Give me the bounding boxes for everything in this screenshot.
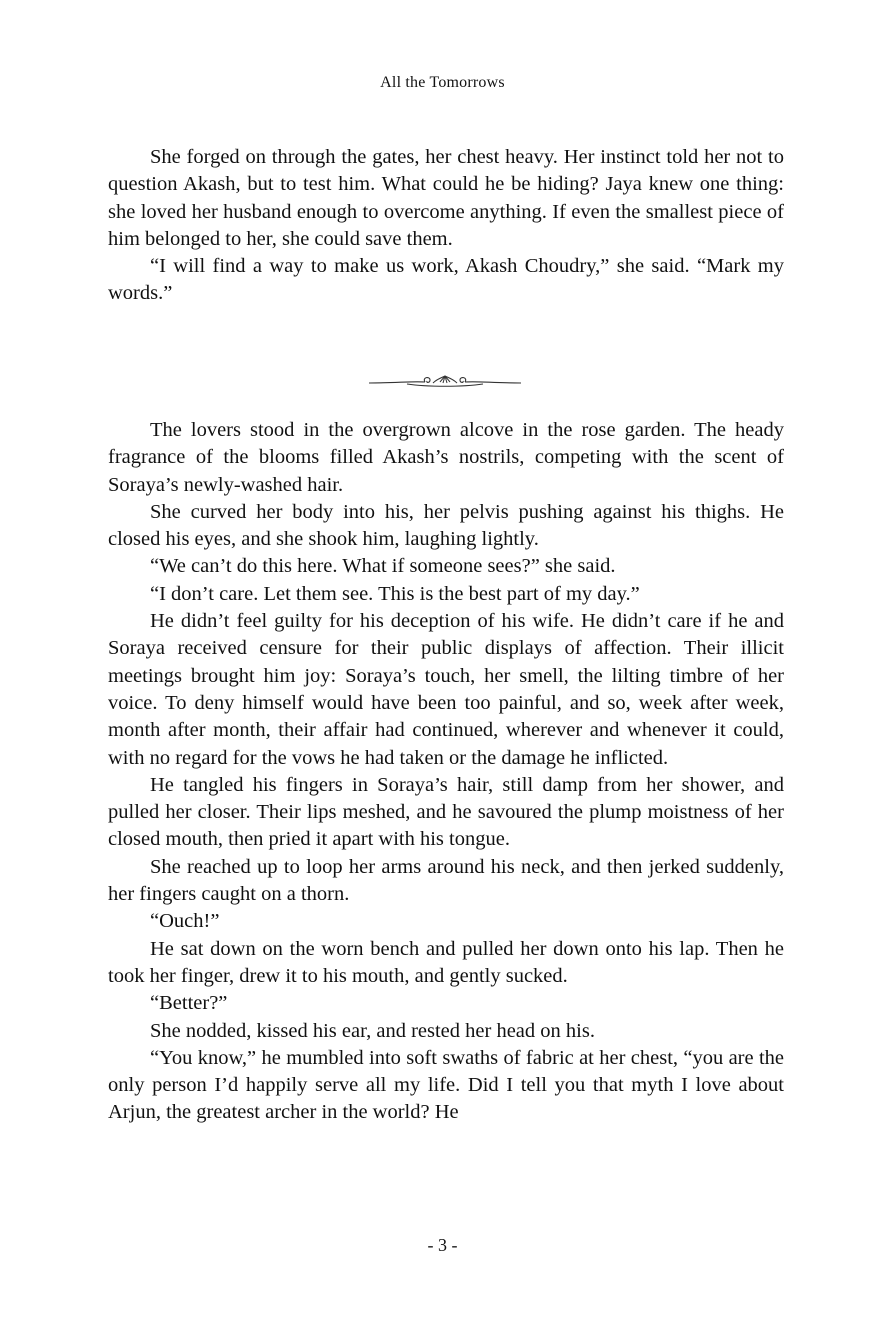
paragraph: “I will find a way to make us work, Akash Choudry,” she said. “Mark my words.” bbox=[108, 255, 784, 305]
running-header: All the Tomorrows bbox=[380, 74, 505, 91]
paragraph: He didn’t feel guilty for his deception of his wife. He didn’t care if he and Soraya received censure for their public displays of affection. Their illicit meetings brought him joy: Soraya’s touch, her smell, the lilting timbre of her voice. To deny himself would have been too painful, and so, week after week, month after month, their affair had continued, wherever and whenever it could, with no regard for the vows he had taken or the damage he inflicted. bbox=[108, 610, 784, 769]
paragraph: She curved her body into his, her pelvis pushing against his thighs. He closed his eyes, and she shook him, laughing lightly. bbox=[108, 500, 784, 551]
paragraph: The lovers stood in the overgrown alcove in the rose garden. The heady fragrance of the blooms filled Akash’s nostrils, competing with the scent of Soraya’s newly-washed hair. bbox=[108, 419, 784, 496]
paragraph: She reached up to loop her arms around his neck, and then jerked suddenly, her fingers caught on a thorn. bbox=[108, 855, 784, 906]
paragraph: She forged on through the gates, her chest heavy. Her instinct told her not to question Akash, but to test him. What could he be hiding? Jaya knew one thing: she loved her husband enough to overcome anything. If even the smallest piece of him belonged to her, she could save them. bbox=[108, 146, 784, 250]
flourish-ornament-icon bbox=[367, 370, 523, 394]
paragraph: He tangled his fingers in Soraya’s hair, still damp from her shower, and pulled her closer. Their lips meshed, and he savoured the plump moistness of her closed mouth, then pried it apart with his tongue. bbox=[108, 773, 784, 851]
paragraph: “Ouch!” bbox=[150, 910, 220, 933]
paragraph: “I don’t care. Let them see. This is the best part of my day.” bbox=[150, 582, 640, 605]
body-text-section-two bbox=[108, 417, 784, 1127]
paragraph: He sat down on the worn bench and pulled her down onto his lap. Then he took her finger, drew it to his mouth, and gently sucked. bbox=[108, 937, 784, 987]
page-number: - 3 - bbox=[427, 1235, 458, 1255]
paragraph: “You know,” he mumbled into soft swaths of fabric at her chest, “you are the only person I’d happily serve all my life. Did I tell you that myth I love about Arjun, the greatest archer in the world? He bbox=[108, 1046, 784, 1124]
paragraph: She nodded, kissed his ear, and rested her head on his. bbox=[150, 1019, 595, 1042]
body-text-section-one bbox=[108, 144, 784, 308]
paragraph: “We can’t do this here. What if someone sees?” she said. bbox=[150, 555, 616, 578]
paragraph: “Better?” bbox=[150, 992, 228, 1015]
